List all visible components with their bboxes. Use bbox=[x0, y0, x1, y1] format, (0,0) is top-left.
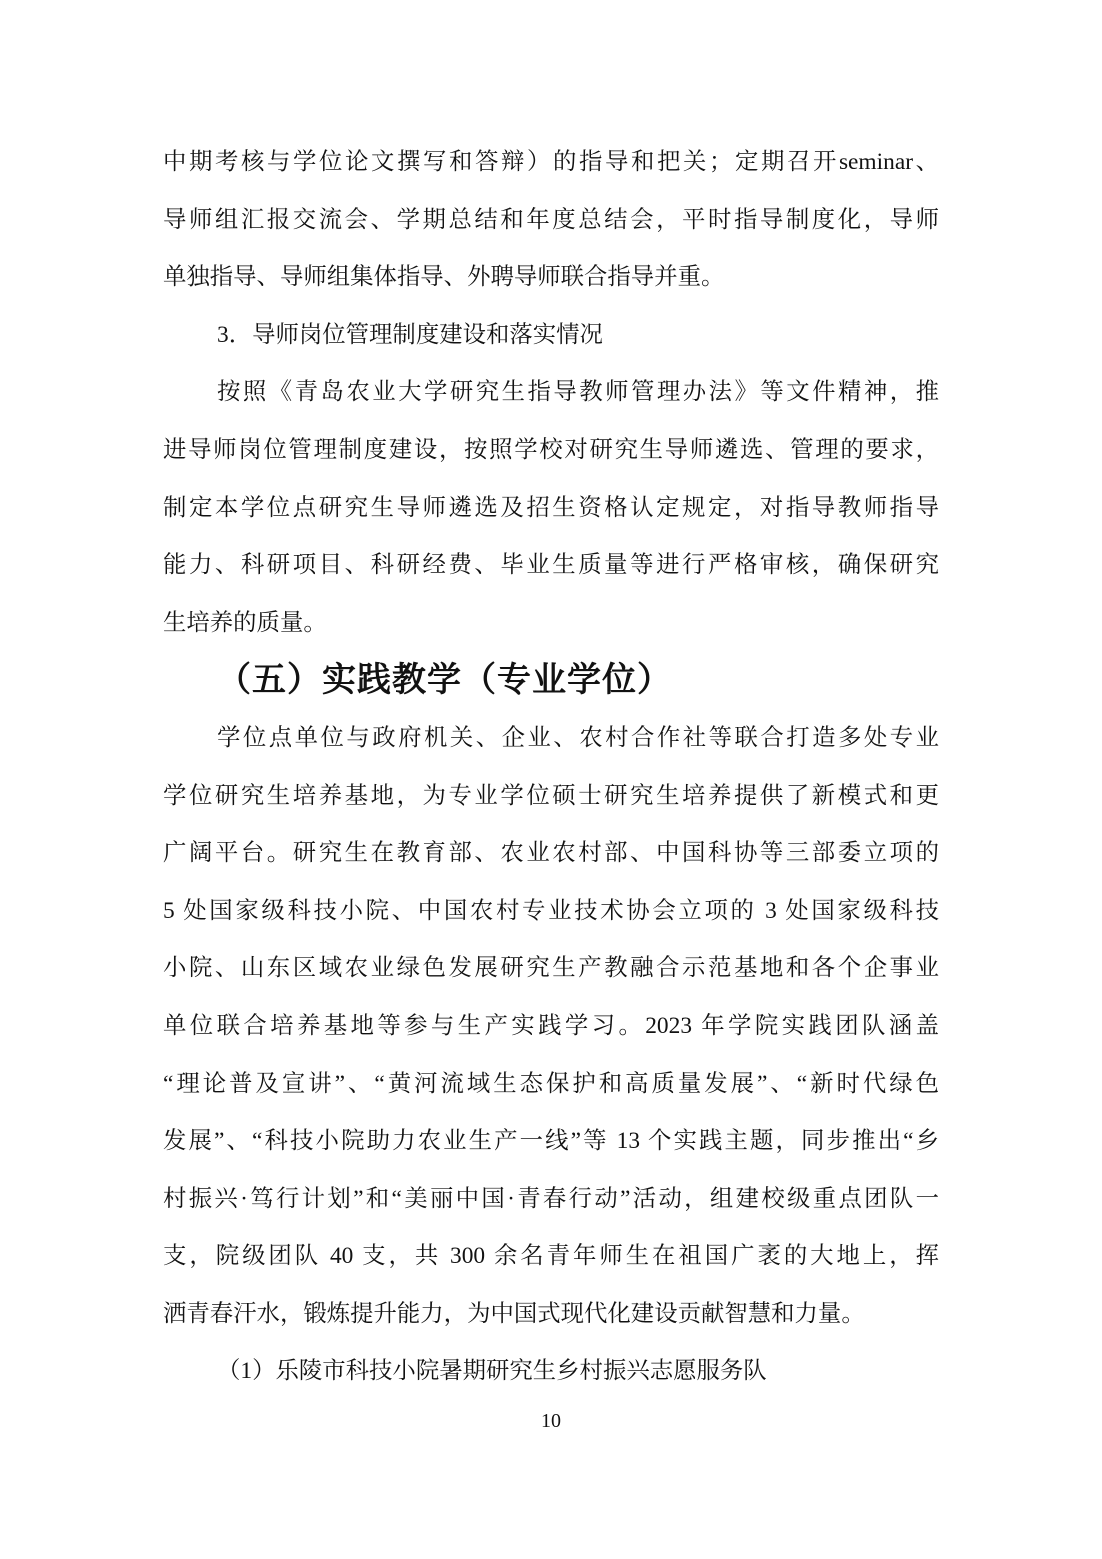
text-line: 学位研究生培养基地，为专业学位硕士研究生培养提供了新模式和更 bbox=[163, 782, 939, 809]
text-line: 能力、科研项目、科研经费、毕业生质量等进行严格审核，确保研究 bbox=[163, 552, 939, 579]
text-line: “理论普及宣讲”、“黄河流域生态保护和高质量发展”、“新时代绿色 bbox=[163, 1070, 939, 1097]
section-heading: （五）实践教学（专业学位） bbox=[217, 662, 672, 700]
text-line: 洒青春汗水，锻炼提升能力，为中国式现代化建设贡献智慧和力量。 bbox=[163, 1300, 865, 1327]
text-line: 按照《青岛农业大学研究生指导教师管理办法》等文件精神，推 bbox=[217, 379, 939, 406]
text-line: 发展”、“科技小院助力农业生产一线”等 13 个实践主题，同步推出“乡 bbox=[163, 1128, 939, 1155]
text-line: 支，院级团队 40 支，共 300 余名青年师生在祖国广袤的大地上，挥 bbox=[163, 1243, 939, 1270]
page-number: 10 bbox=[541, 1410, 561, 1432]
text-line: 3．导师岗位管理制度建设和落实情况 bbox=[217, 321, 603, 348]
text-line: 中期考核与学位论文撰写和答辩）的指导和把关；定期召开seminar、 bbox=[163, 149, 939, 175]
text-line: 导师组汇报交流会、学期总结和年度总结会，平时指导制度化，导师 bbox=[163, 206, 939, 233]
document-body bbox=[163, 134, 939, 1401]
text-line: 村振兴·笃行计划”和“美丽中国·青春行动”活动，组建校级重点团队一 bbox=[163, 1185, 939, 1212]
text-line: 单位联合培养基地等参与生产实践学习。2023 年学院实践团队涵盖 bbox=[163, 1012, 939, 1039]
text-line: 广阔平台。研究生在教育部、农业农村部、中国科协等三部委立项的 bbox=[163, 840, 939, 867]
text-line: 生培养的质量。 bbox=[163, 609, 327, 636]
text-line: 制定本学位点研究生导师遴选及招生资格认定规定，对指导教师指导 bbox=[163, 494, 939, 521]
text-line: 5 处国家级科技小院、中国农村专业技术协会立项的 3 处国家级科技 bbox=[163, 897, 939, 924]
text-line: 进导师岗位管理制度建设，按照学校对研究生导师遴选、管理的要求， bbox=[163, 436, 939, 463]
text-line: 小院、山东区域农业绿色发展研究生产教融合示范基地和各个企事业 bbox=[163, 955, 939, 982]
text-line: （1）乐陵市科技小院暑期研究生乡村振兴志愿服务队 bbox=[217, 1358, 767, 1385]
text-line: 学位点单位与政府机关、企业、农村合作社等联合打造多处专业 bbox=[217, 724, 939, 751]
text-line: 单独指导、导师组集体指导、外聘导师联合指导并重。 bbox=[163, 264, 725, 291]
